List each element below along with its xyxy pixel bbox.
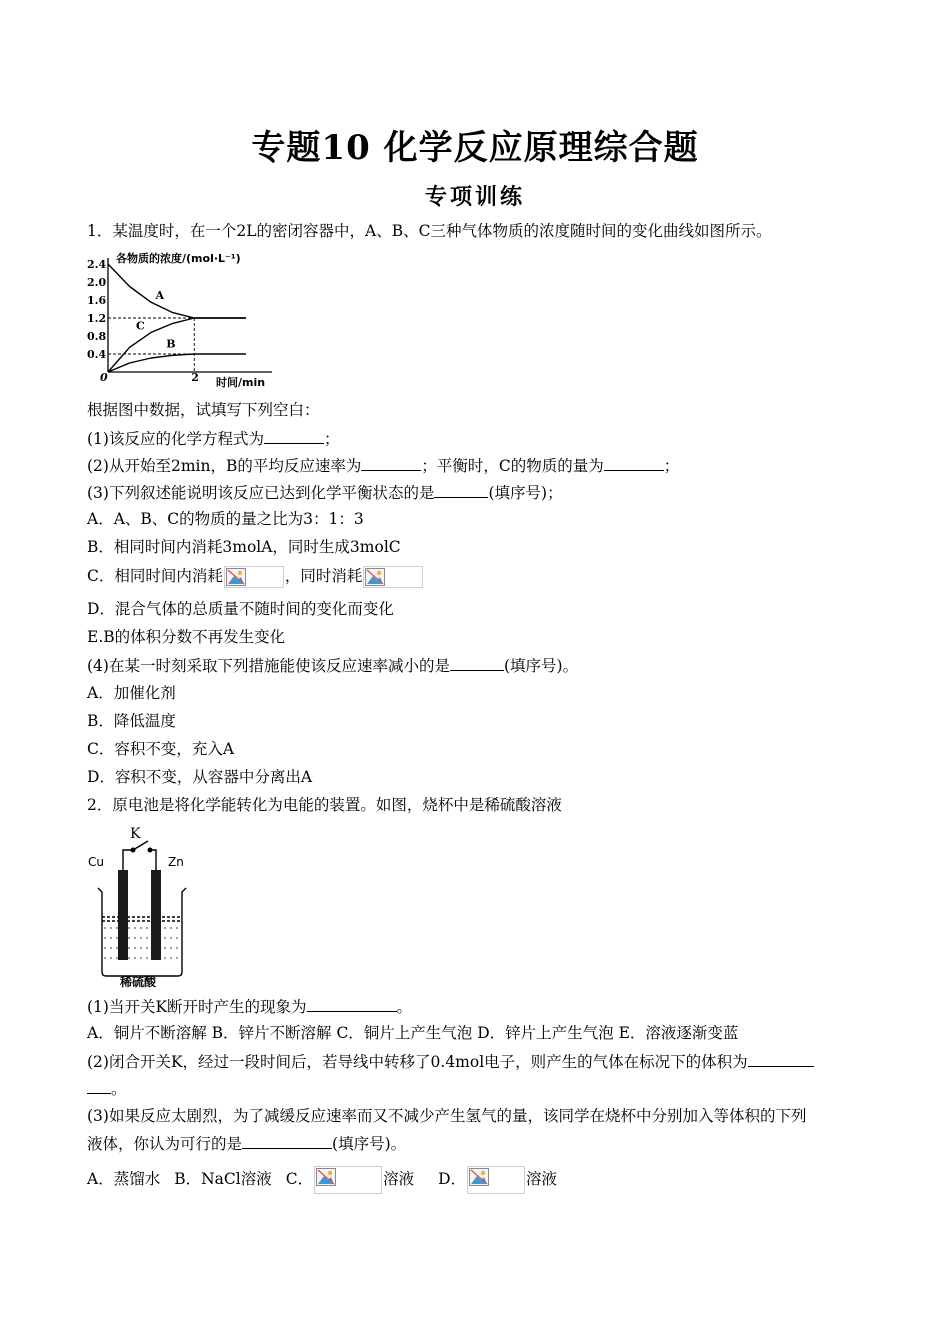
q2-part2: (2)闭合开关K，经过一段时间后，若导线中转移了0.4mol电子，则产生的气体在标况下的体积为 <box>87 1051 814 1072</box>
series-label-a: A <box>155 289 164 303</box>
q1-part4-option-a: A．加催化剂 <box>87 684 176 702</box>
q1-part4-option-c: C．容积不变，充入A <box>87 740 235 758</box>
broken-image-icon <box>363 566 423 588</box>
q2-part1-options: A．铜片不断溶解 B．锌片不断溶解 C．铜片上产生气泡 D．锌片上产生气泡 E．溶液逐渐变蓝 <box>87 1024 739 1042</box>
series-line-a <box>108 264 246 318</box>
q1-option-b: B．相同时间内消耗3molA，同时生成3molC <box>87 538 401 556</box>
answer-blank[interactable] <box>748 1051 814 1067</box>
answer-blank[interactable] <box>242 1133 332 1149</box>
q1-option-c: C．相同时间内消耗 ，同时消耗 <box>87 566 424 588</box>
broken-image-icon <box>467 1166 525 1194</box>
zn-electrode-label: Zn <box>168 855 184 869</box>
q2-part3: (3)如果反应太剧烈，为了减缓反应速率而又不减少产生氢气的量，该同学在烧杯中分别加入等体积的下列 <box>87 1107 807 1125</box>
q2-part1: (1)当开关K断开时产生的现象为 。 <box>87 998 413 1016</box>
answer-blank[interactable] <box>434 482 488 498</box>
switch-k-label: K <box>130 826 141 842</box>
q1-part3: (3)下列叙述能说明该反应已达到化学平衡状态的是 (填序号)； <box>87 484 563 502</box>
q1-option-e: E.B的体积分数不再发生变化 <box>87 628 286 646</box>
y-tick-label: 2.0 <box>87 276 107 289</box>
q1-part4-option-b: B．降低温度 <box>87 712 176 730</box>
cu-electrode <box>118 870 128 960</box>
page-title: 专题10 化学反应原理综合题 <box>251 128 699 168</box>
y-tick-label: 0.8 <box>87 330 107 343</box>
chart-title: 各物质的浓度/(mol·L⁻¹) <box>116 252 241 265</box>
series-label-b: B <box>166 337 176 351</box>
beaker-outline <box>98 888 186 976</box>
answer-blank[interactable] <box>604 455 664 471</box>
answer-blank[interactable] <box>450 655 504 671</box>
y-tick-label: 0.4 <box>87 348 107 361</box>
page-subtitle: 专项训练 <box>424 184 525 210</box>
q2-part3-options: A．蒸馏水 B．NaCl溶液 C． 溶液 D． 溶液 <box>87 1166 557 1194</box>
q1-stem: 1．某温度时，在一个2L的密闭容器中，A、B、C三种气体物质的浓度随时间的变化曲线如图所示。 <box>87 222 772 240</box>
circuit-wire <box>123 841 156 870</box>
galvanic-cell-figure <box>86 822 196 988</box>
q1-part4-option-d: D．容积不变，从容器中分离出A <box>87 768 313 786</box>
q2-part2-continued: 。 <box>87 1078 127 1099</box>
q2-stem: 2．原电池是将化学能转化为电能的装置。如图，烧杯中是稀硫酸溶液 <box>87 796 562 814</box>
broken-image-icon <box>314 1166 382 1194</box>
chart-origin-label: 0 <box>100 371 108 384</box>
y-tick-label: 2.4 <box>87 258 107 271</box>
q1-part2: (2)从开始至2min，B的平均反应速率为 ；平衡时，C的物质的量为 ； <box>87 457 680 475</box>
series-label-c: C <box>136 319 145 333</box>
cu-electrode-label: Cu <box>88 855 104 869</box>
broken-image-icon <box>224 566 284 588</box>
series-line-b <box>108 354 246 372</box>
q1-part4: (4)在某一时刻采取下列措施能使该反应速率减小的是 (填序号)。 <box>87 657 579 675</box>
y-tick-label: 1.6 <box>87 294 107 307</box>
q2-part3-continued: 液体，你认为可行的是 (填序号)。 <box>87 1135 407 1153</box>
q1-option-d: D．混合气体的总质量不随时间的变化而变化 <box>87 600 394 618</box>
q1-intro: 根据图中数据，试填写下列空白： <box>87 401 320 419</box>
x-tick-label: 2 <box>191 371 199 384</box>
answer-blank[interactable] <box>361 455 421 471</box>
chart-xlabel: 时间/min <box>216 376 266 388</box>
zn-electrode <box>151 870 161 960</box>
answer-blank[interactable] <box>87 1078 111 1094</box>
electrolyte-caption: 稀硫酸 <box>120 975 157 988</box>
y-tick-label: 1.2 <box>87 312 107 325</box>
answer-blank[interactable] <box>264 428 324 444</box>
q1-part1: (1)该反应的化学方程式为 ； <box>87 430 340 448</box>
concentration-time-chart <box>86 248 276 388</box>
answer-blank[interactable] <box>307 996 397 1012</box>
q1-option-a: A．A、B、C的物质的量之比为3：1：3 <box>87 510 364 528</box>
